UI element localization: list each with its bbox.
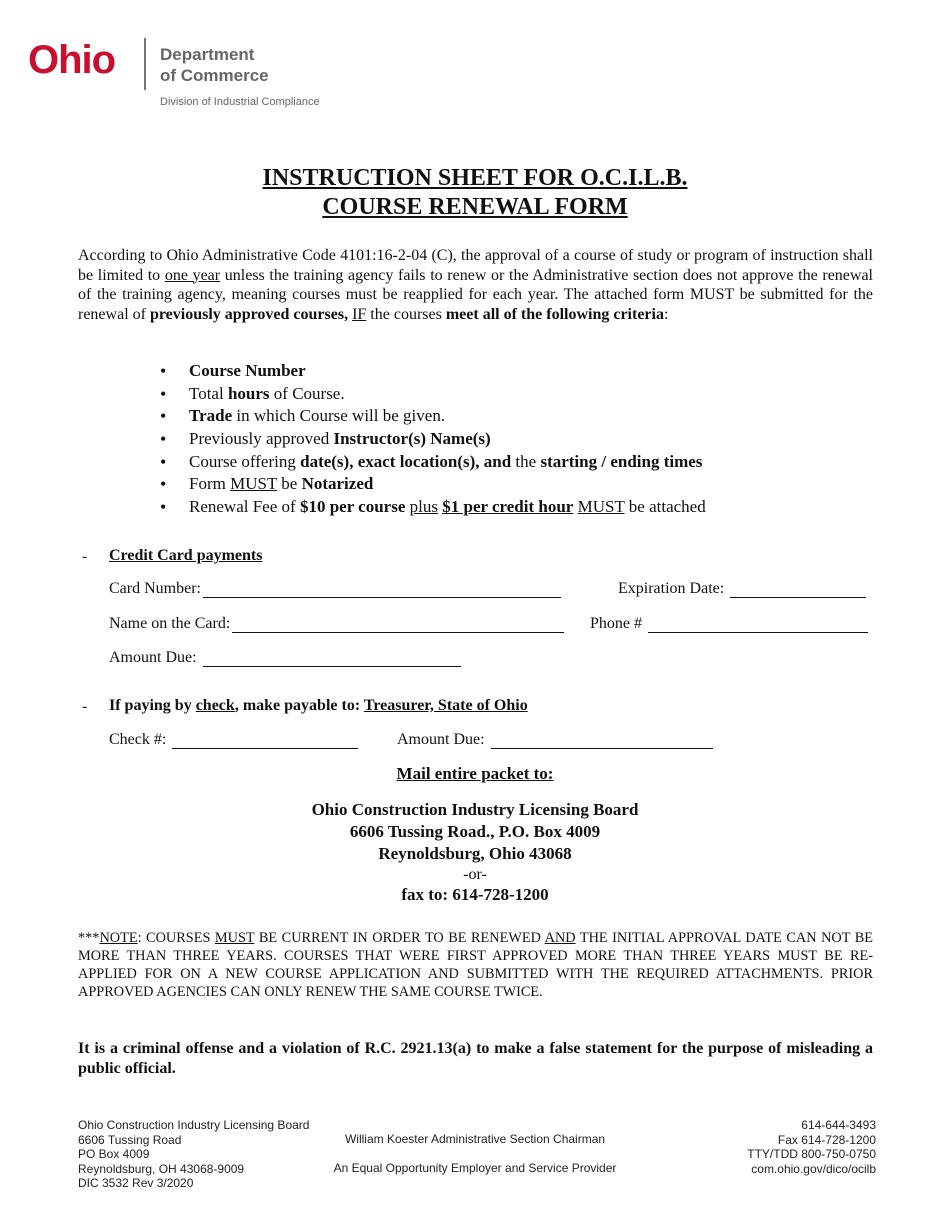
- department-line-2: of Commerce: [160, 66, 269, 85]
- footer-website-link[interactable]: com.ohio.gov/dico/ocilb: [751, 1161, 876, 1176]
- division-name: Division of Industrial Compliance: [160, 96, 320, 108]
- phone-field[interactable]: [590, 615, 868, 633]
- check-number-line[interactable]: [172, 732, 358, 749]
- list-item: • Course offering date(s), exact location(s), and the starting / ending times: [160, 451, 706, 474]
- footer-left-line: Ohio Construction Industry Licensing Board: [78, 1118, 310, 1132]
- phone-line[interactable]: [648, 616, 868, 633]
- list-item: • Renewal Fee of $10 per course plus $1 per credit hour MUST be attached: [160, 496, 706, 519]
- or-separator: -or-: [463, 866, 487, 883]
- check-amount-due-field[interactable]: [397, 731, 713, 749]
- footer-fax: Fax 614-728-1200: [777, 1132, 876, 1147]
- fax-line: fax to: 614-728-1200: [401, 885, 549, 904]
- name-on-card-line[interactable]: [232, 616, 564, 633]
- footer-phone: 614-644-3493: [801, 1118, 876, 1132]
- footer-equal-opportunity: An Equal Opportunity Employer and Service Provider: [333, 1161, 617, 1175]
- footer-tty: TTY/TDD 800-750-0750: [747, 1147, 876, 1161]
- expiration-date-label: Expiration Date:: [618, 580, 725, 597]
- list-item: • Total hours of Course.: [160, 383, 706, 406]
- check-amount-due-line[interactable]: [491, 732, 713, 749]
- credit-card-heading: Credit Card payments: [109, 547, 263, 564]
- check-heading: If paying by check, make payable to: Treasurer, State of Ohio: [109, 697, 528, 714]
- mail-address: [0, 799, 950, 865]
- mail-org: Ohio Construction Industry Licensing Board: [311, 800, 639, 819]
- page-title-line-2: COURSE RENEWAL FORM: [322, 194, 628, 220]
- expiration-date-field[interactable]: [618, 580, 866, 598]
- check-number-label: Check #:: [109, 731, 167, 748]
- expiration-date-line[interactable]: [730, 581, 866, 598]
- ohio-logo: Ohio: [28, 38, 116, 82]
- mail-heading: Mail entire packet to:: [396, 764, 554, 783]
- credit-amount-due-line[interactable]: [203, 650, 461, 667]
- check-dash: -: [82, 698, 88, 715]
- card-number-field[interactable]: [109, 580, 561, 598]
- credit-amount-due-field[interactable]: [109, 649, 461, 667]
- footer-chairman: William Koester Administrative Section Chairman: [344, 1132, 606, 1146]
- footer-left-line: PO Box 4009: [78, 1147, 150, 1161]
- footer-left-line: 6606 Tussing Road: [78, 1132, 182, 1147]
- footer-left: [78, 1118, 309, 1191]
- list-item: • Course Number: [160, 360, 706, 383]
- check-number-field[interactable]: [109, 731, 358, 749]
- credit-dash: -: [82, 548, 88, 565]
- footer-right: [747, 1118, 876, 1176]
- list-item: • Form MUST be Notarized: [160, 473, 706, 496]
- card-number-label: Card Number:: [109, 580, 201, 597]
- credit-amount-due-label: Amount Due:: [109, 649, 197, 666]
- check-amount-due-label: Amount Due:: [397, 731, 485, 748]
- mail-street: 6606 Tussing Road., P.O. Box 4009: [349, 822, 601, 841]
- intro-paragraph: According to Ohio Administrative Code 4101:16-2-04 (C), the approval of a course of study or program of instruction shall be limited to one year unless the training agency fails to renew or the Administrative section does not approve the renewal of the training agency, meaning courses must be reapplied for each year. The attached form MUST be submitted for the renewal of previously approved courses, IF the courses meet all of the following criteria:: [78, 247, 874, 323]
- list-item: • Trade in which Course will be given.: [160, 405, 706, 428]
- department-line-1: Department: [160, 45, 255, 64]
- name-on-card-label: Name on the Card:: [109, 615, 231, 632]
- criminal-offense-warning: It is a criminal offense and a violation of R.C. 2921.13(a) to make a false statement for the purpose of misleading a public official.: [78, 1040, 873, 1077]
- footer-left-line: DIC 3532 Rev 3/2020: [78, 1176, 194, 1190]
- department-name: [160, 44, 269, 86]
- phone-label: Phone #: [590, 615, 642, 632]
- list-item: • Previously approved Instructor(s) Name(s): [160, 428, 706, 451]
- page-title-line-1: INSTRUCTION SHEET FOR O.C.I.L.B.: [262, 165, 688, 191]
- footer-left-line: Reynoldsburg, OH 43068-9009: [78, 1161, 245, 1176]
- mail-city: Reynoldsburg, Ohio 43068: [378, 844, 572, 863]
- note-paragraph: ***NOTE: COURSES MUST BE CURRENT IN ORDER TO BE RENEWED AND THE INITIAL APPROVAL DATE CAN NOT BE MORE THAN THREE YEARS. COURSES THAT WERE FIRST APPROVED MORE THAN THREE YEARS MUST BE RE-APPLIED FOR ON A NEW COURSE APPLICATION AND SUBMITTED WITH THE REQUIRED ATTACHMENTS. PRIOR APPROVED AGENCIES CAN ONLY RENEW THE SAME COURSE TWICE.: [78, 930, 873, 1000]
- name-on-card-field[interactable]: [109, 615, 564, 633]
- card-number-line[interactable]: [203, 581, 561, 598]
- criteria-list: [160, 360, 706, 519]
- logo-divider: [144, 38, 146, 90]
